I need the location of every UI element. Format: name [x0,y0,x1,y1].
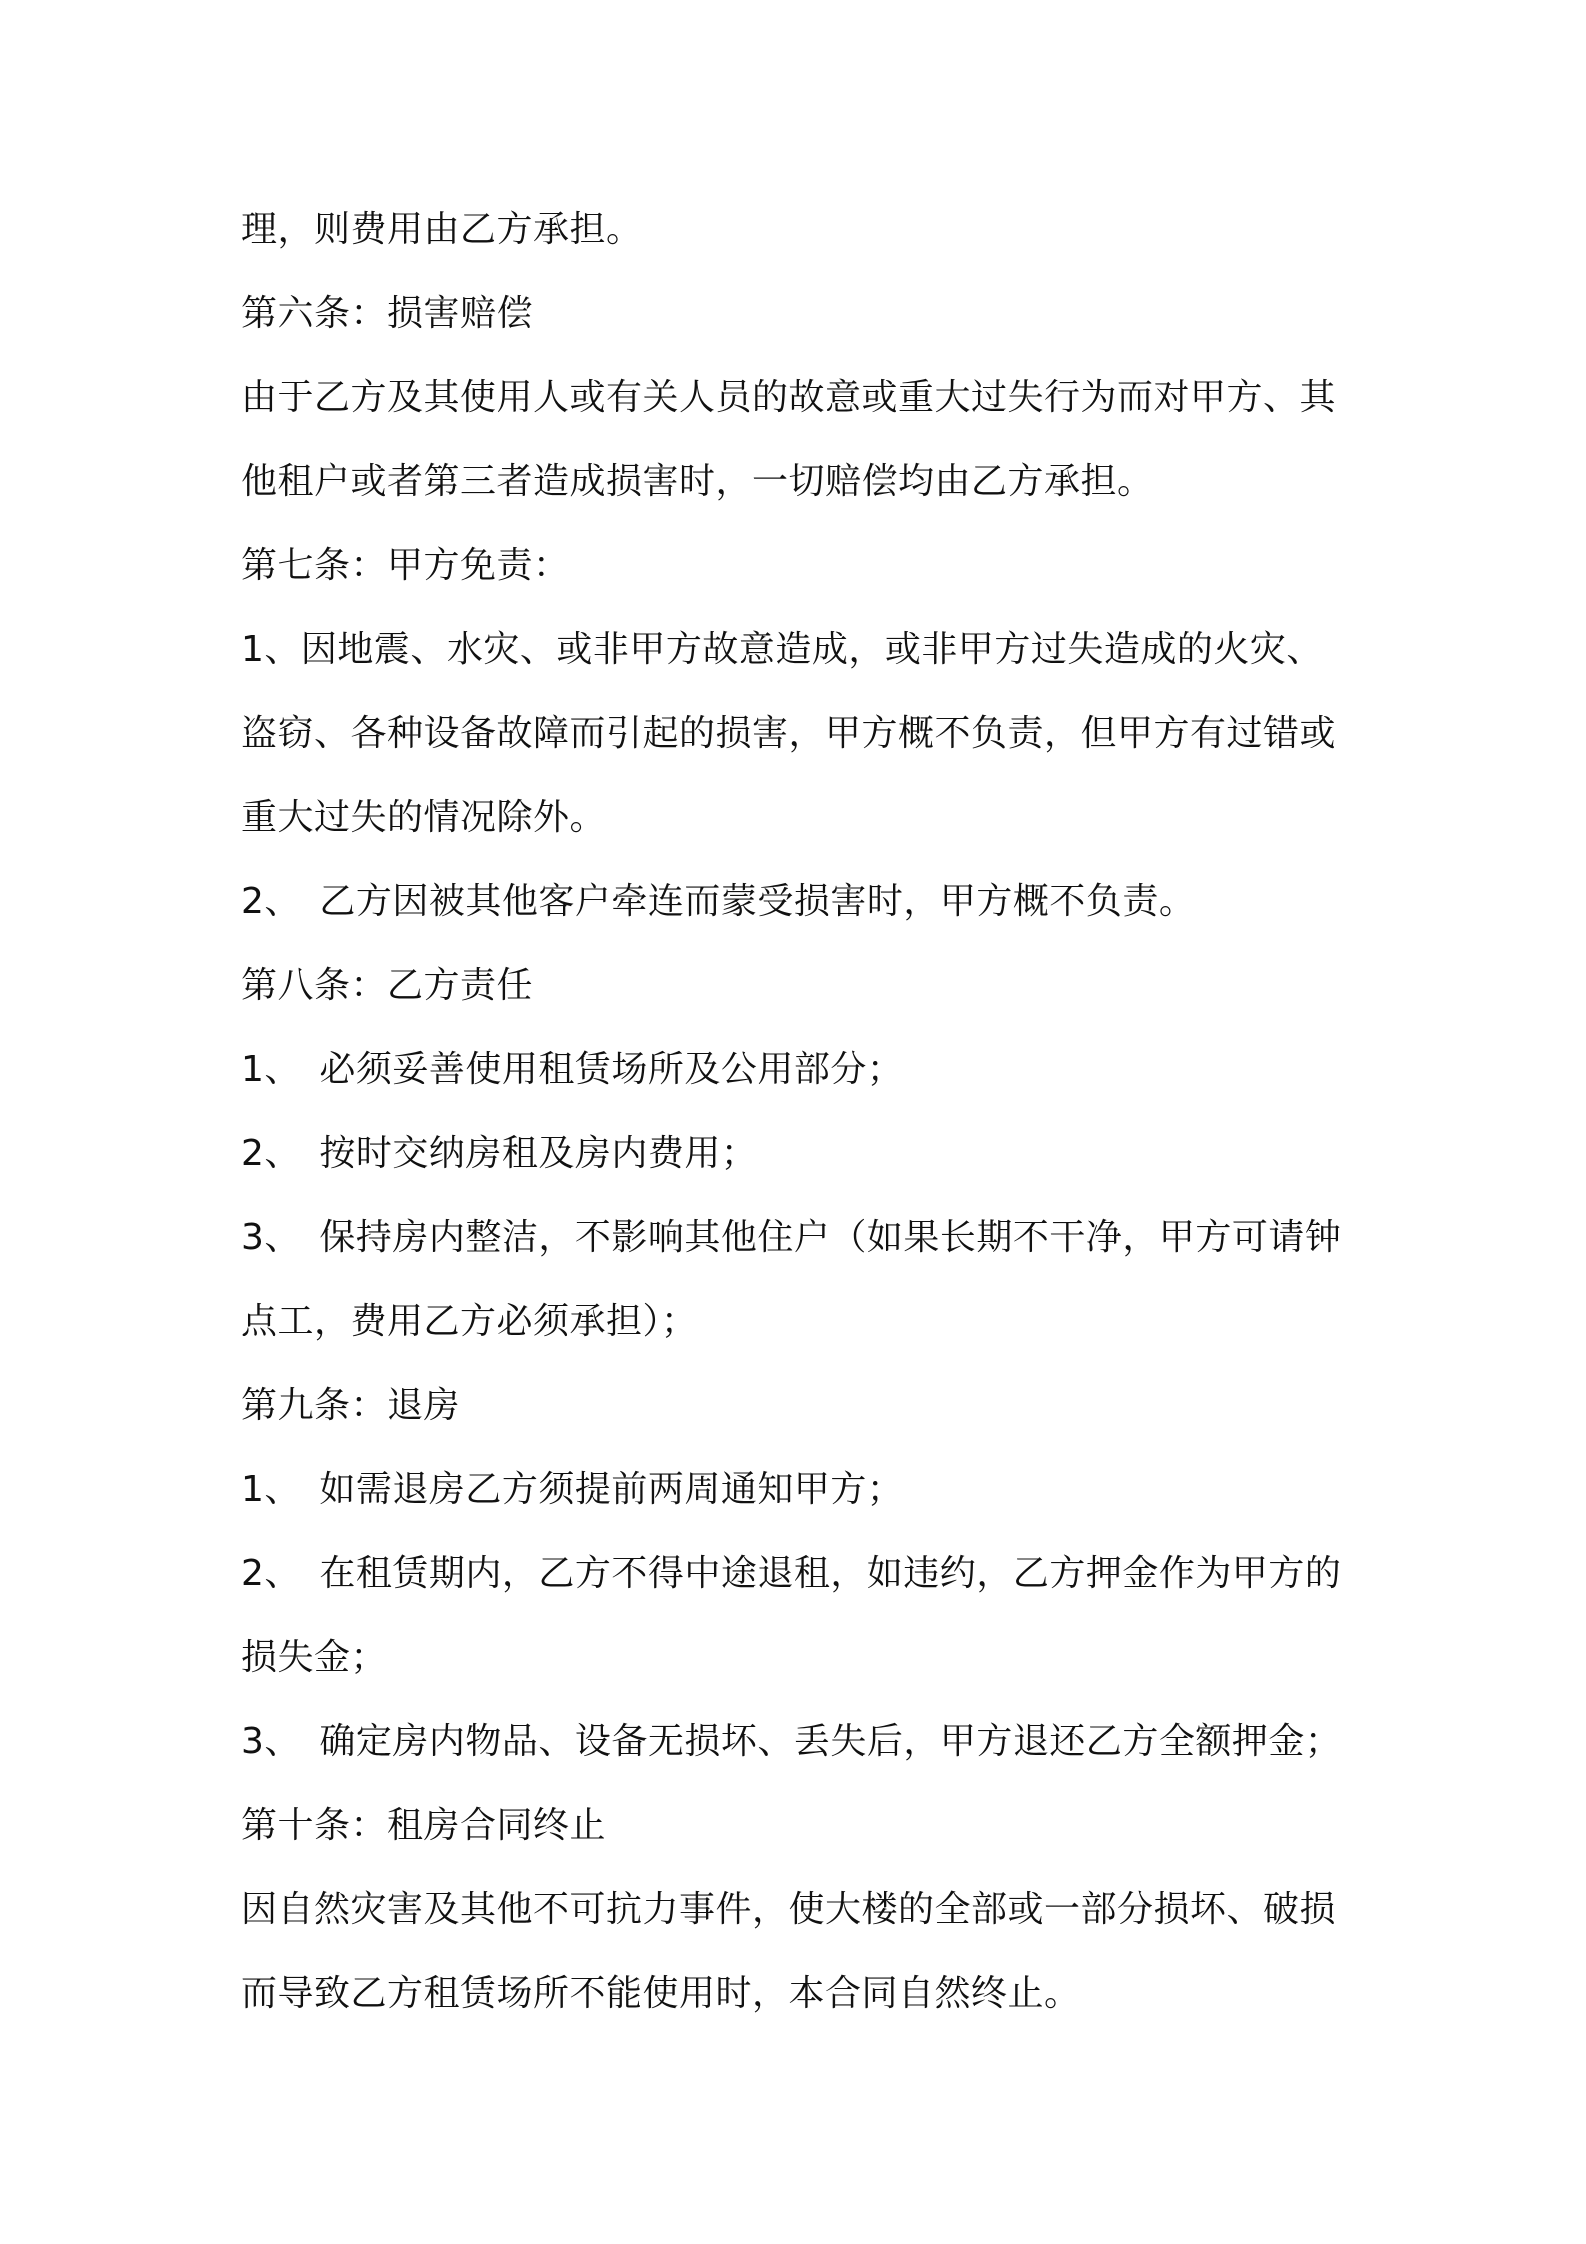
section-heading-6: 第六条：损害赔偿 [241,293,534,334]
text-line: 1、 必须妥善使用租赁场所及公用部分； [241,1049,904,1090]
text-line: 由于乙方及其使用人或有关人员的故意或重大过失行为而对甲方、其 [241,377,1337,418]
section-heading-9: 第九条：退房 [241,1385,461,1426]
text-line: 2、 在租赁期内，乙方不得中途退租，如违约，乙方押金作为甲方的 [241,1553,1342,1594]
text-line: 2、 乙方因被其他客户牵连而蒙受损害时，甲方概不负责。 [241,881,1196,922]
text-line: 1、 如需退房乙方须提前两周通知甲方； [241,1469,904,1510]
text-line: 理，则费用由乙方承担。 [241,209,643,250]
text-line: 盗窃、各种设备故障而引起的损害，甲方概不负责，但甲方有过错或 [241,713,1337,754]
text-line: 损失金； [241,1637,388,1678]
text-line: 他租户或者第三者造成损害时，一切赔偿均由乙方承担。 [241,461,1154,502]
text-line: 因自然灾害及其他不可抗力事件，使大楼的全部或一部分损坏、破损 [241,1889,1337,1930]
document-page [241,200,1361,2048]
text-line: 2、 按时交纳房租及房内费用； [241,1133,758,1174]
text-line: 而导致乙方租赁场所不能使用时，本合同自然终止。 [241,1973,1081,2014]
text-line: 重大过失的情况除外。 [241,797,607,838]
section-heading-7: 第七条：甲方免责： [241,545,570,586]
text-line: 3、 确定房内物品、设备无损坏、丢失后，甲方退还乙方全额押金； [241,1721,1342,1762]
text-line: 3、 保持房内整洁，不影响其他住户（如果长期不干净，甲方可请钟 [241,1217,1342,1258]
text-line: 1、因地震、水灾、或非甲方故意造成，或非甲方过失造成的火灾、 [241,629,1323,670]
section-heading-8: 第八条：乙方责任 [241,965,534,1006]
text-line: 点工，费用乙方必须承担）； [241,1301,698,1342]
section-heading-10: 第十条：租房合同终止 [241,1805,607,1846]
